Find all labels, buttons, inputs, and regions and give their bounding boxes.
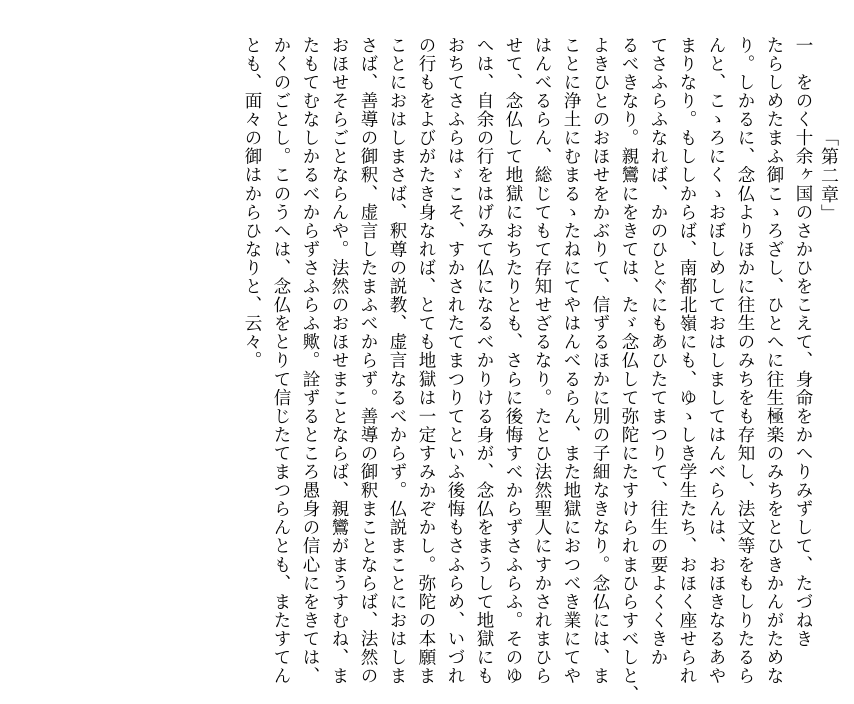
body-line-19: かくのごとし。このうへは、念仏をとりて信じたてまつらんとも、またすてん <box>271 36 291 686</box>
body-line-7: るべきなり。親鸞にをきては、たゞ念仏して弥陀にたすけられまひらすべしと、 <box>619 36 639 704</box>
body-line-16: さば、善導の御釈、虚言したまふべからず。善導の御釈まことならば、法然の <box>358 36 378 686</box>
chapter-title: 「第二章」 <box>818 128 839 223</box>
body-line-9: ことに浄土にむまるゝたねにてやはんべるらん、また地獄におつべき業にてや <box>561 36 581 686</box>
body-line-12: へは、自余の行をはげみて仏になるべかりける身が、念仏をまうして地獄にも <box>474 36 494 686</box>
body-line-10: はんべるらん、総じてもて存知せざるなり。たとひ法然聖人にすかされまひら <box>532 36 552 686</box>
body-line-14: の行もをよびがたき身なれば、とても地獄は一定すみかぞかし。弥陀の本願ま <box>416 36 436 686</box>
body-line-2: たらしめたまふ御こゝろざし、ひとへに往生極楽のみちをとひきかんがためな <box>764 36 784 686</box>
body-line-3: り。しかるに、念仏よりほかに往生のみちをも存知し、法文等をもしりたるら <box>735 36 755 686</box>
body-line-1: 一 をのく十余ヶ国のさかひをこえて、身命をかへりみずして、たづねき <box>793 36 813 649</box>
body-line-6: てさふらふなれば、かのひとぐにもあひたてまつりて、往生の要よくくきか <box>648 36 668 667</box>
body-line-8: よきひとのおほせをかぶりて、信ずるほかに別の子細なきなり。念仏には、ま <box>590 36 610 686</box>
body-line-11: せて、念仏して地獄におちたりとも、さらに後悔すべからずさふらふ。そのゆ <box>503 36 523 686</box>
body-line-5: まりなり。もししからば、南都北嶺にも、ゆゝしき学生たち、おほく座せられ <box>677 36 697 686</box>
body-line-17: おほせそらごとならんや。法然のおほせまことならば、親鸞がまうすむね、ま <box>329 36 349 686</box>
body-line-18: たもてむなしかるべからずさふらふ歟。詮ずるところ愚身の信心にをきては、 <box>300 36 320 686</box>
body-line-15: ことにおはしまさば、釈尊の説教、虚言なるべからず。仏説まことにおはしま <box>387 36 407 686</box>
body-line-4: んと、こゝろにくゝおぼしめしておはしましてはんべらんは、おほきなるあや <box>706 36 726 686</box>
body-line-13: おちてさふらはゞこそ、すかされたてまつりてといふ後悔もさふらめ、いづれ <box>445 36 465 686</box>
body-line-20: とも、面々の御はからひなりと、云々。 <box>242 36 262 370</box>
